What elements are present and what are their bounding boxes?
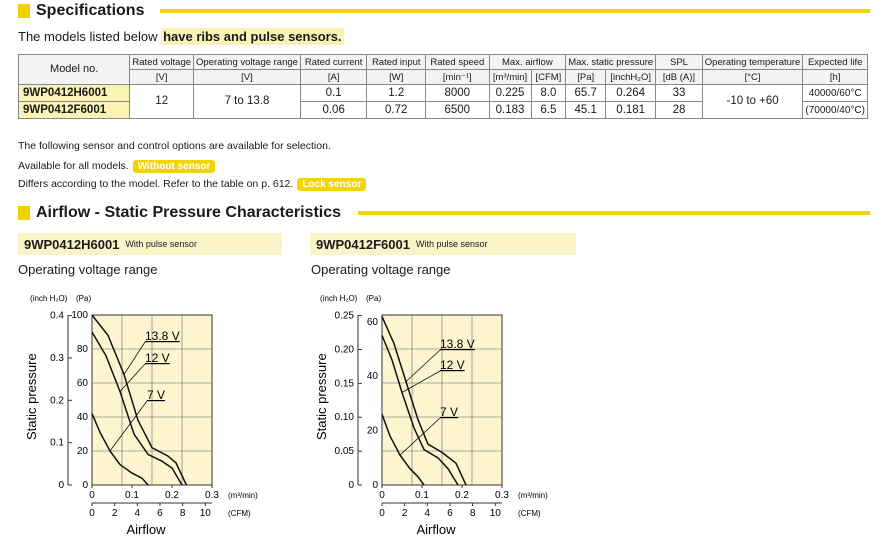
col-spl: SPL [656,55,703,70]
y-tick-inch: 0.3 [50,352,64,364]
y-axis-label: Static pressure [314,353,329,440]
chart-model-name: 9WP0412F6001 [316,236,410,252]
y-tick-inch: 0 [348,480,354,491]
speed-cell: 6500 [426,102,489,119]
x-tick-m3: 0.1 [125,490,139,501]
y-tick-inch: 0.20 [334,344,354,356]
chart-sensor-note: With pulse sensor [415,239,488,249]
note-options: The following sensor and control options are available for selection. [18,140,331,152]
x-tick-cfm: 6 [157,508,163,519]
chart-subtitle: Operating voltage range [311,262,451,277]
x-tick-cfm: 10 [489,508,501,519]
pressure-inch-cell: 0.264 [606,85,656,102]
heading-rule [160,9,870,13]
current-cell: 0.06 [300,102,366,119]
y-unit-inch: (inch H₂O) [30,294,68,303]
y-tick-inch: 0.4 [50,310,64,322]
chart-subtitle: Operating voltage range [18,262,158,277]
model-cell: 9WP0412F6001 [19,102,130,119]
speed-cell: 8000 [426,85,489,102]
x-tick-m3: 0.1 [415,490,429,501]
airflow-chart-h6001 [0,285,300,538]
airflow-m3-cell: 0.183 [489,102,531,119]
series-label: 13.8 V [145,329,180,343]
current-cell: 0.1 [300,85,366,102]
y-tick-inch: 0.25 [334,310,354,322]
y-tick-pa: 0 [82,480,88,491]
chart-model-name: 9WP0412H6001 [24,236,120,252]
unit-cell: [°C] [702,70,803,85]
y-unit-pa: (Pa) [76,294,92,303]
unit-cell: [m³/min] [489,70,531,85]
col-airflow: Max. airflow [489,55,566,70]
unit-cell: [W] [367,70,426,85]
intro-highlight: have ribs and pulse sensors. [163,29,342,44]
x-tick-cfm: 6 [447,508,453,519]
x-tick-cfm: 10 [199,508,211,519]
y-tick-pa: 20 [366,425,378,437]
airflow-m3-cell: 0.225 [489,85,531,102]
temp-cell: -10 to +60 [702,85,803,119]
table-header-row [19,55,868,70]
heading-marker-icon [18,206,30,220]
note-all-models: Available for all models. Without sensor [18,160,215,173]
x-unit-m3: (m³/min) [228,491,258,500]
y-tick-pa: 40 [366,371,378,383]
model-label-box [310,233,576,255]
series-label: 7 V [147,388,166,402]
airflow-cfm-cell: 6.5 [531,102,566,119]
specifications-heading [18,0,144,22]
airflow-title: Airflow - Static Pressure Characteristics [36,204,342,221]
spl-cell: 33 [656,85,703,102]
col-speed: Rated speed [426,55,489,70]
intro-text: The models listed below have ribs and pulse sensors. [18,29,342,44]
unit-cell: [min⁻¹] [426,70,489,85]
x-axis-label: Airflow [416,522,456,537]
col-life: Expected life [803,55,868,70]
unit-cell: [dB (A)] [656,70,703,85]
table-unit-row [19,70,868,85]
x-tick-m3: 0.2 [455,490,469,501]
x-tick-cfm: 4 [134,508,141,519]
unit-cell: [V] [194,70,301,85]
unit-cell: [A] [300,70,366,85]
series-label: 7 V [440,405,459,419]
col-pressure: Max. static pressure [566,55,656,70]
x-axis-label: Airflow [126,522,166,537]
x-unit-m3: (m³/min) [518,491,548,500]
x-tick-m3: 0.3 [495,490,509,501]
x-tick-cfm: 0 [89,508,95,519]
col-rated-voltage: Rated voltage [130,55,194,70]
y-tick-inch: 0.15 [334,378,354,390]
x-tick-cfm: 8 [179,508,186,519]
series-label: 13.8 V [440,337,475,351]
heading-marker-icon [18,4,30,18]
input-cell: 1.2 [367,85,426,102]
y-axis-label: Static pressure [24,353,39,440]
x-unit-cfm: (CFM) [518,509,541,518]
unit-cell: [V] [130,70,194,85]
x-tick-cfm: 2 [111,508,118,519]
spec-table [18,54,868,119]
unit-cell: [h] [803,70,868,85]
y-tick-pa: 0 [372,480,378,491]
badge-without-sensor: Without sensor [133,160,216,173]
x-tick-m3: 0.2 [165,490,179,501]
x-tick-m3: 0 [379,490,385,501]
y-tick-pa: 20 [76,446,88,457]
input-cell: 0.72 [367,102,426,119]
y-unit-pa: (Pa) [366,294,382,303]
op-voltage-cell: 7 to 13.8 [194,85,301,119]
y-tick-inch: 0 [58,480,64,491]
x-tick-cfm: 4 [424,508,431,519]
airflow-cfm-cell: 8.0 [531,85,566,102]
y-tick-pa: 60 [366,316,378,328]
pressure-pa-cell: 65.7 [566,85,606,102]
y-tick-inch: 0.05 [334,446,354,458]
x-tick-cfm: 8 [469,508,476,519]
unit-cell: [CFM] [531,70,566,85]
x-unit-cfm: (CFM) [228,509,251,518]
y-tick-pa: 40 [76,412,88,423]
col-temp: Operating temperature [702,55,803,70]
y-tick-inch: 0.2 [50,395,64,407]
col-input: Rated input [367,55,426,70]
series-label: 12 V [145,351,170,365]
badge-lock-sensor: Lock sensor [297,178,366,191]
y-unit-inch: (inch H₂O) [320,294,358,303]
x-tick-cfm: 2 [401,508,408,519]
x-tick-cfm: 0 [379,508,385,519]
model-cell: 9WP0412H6001 [19,85,130,102]
series-label: 12 V [440,358,465,372]
spl-cell: 28 [656,102,703,119]
chart-sensor-note: With pulse sensor [125,239,197,249]
pressure-pa-cell: 45.1 [566,102,606,119]
y-tick-inch: 0.10 [334,412,354,424]
airflow-chart-f6001 [290,285,590,538]
col-model: Model no. [19,55,130,85]
x-tick-m3: 0.3 [205,490,219,501]
unit-cell: [inchH₂O] [606,70,656,85]
life-cell: (70000/40°C) [803,102,868,119]
model-label-box [18,233,282,255]
unit-cell: [Pa] [566,70,606,85]
pressure-inch-cell: 0.181 [606,102,656,119]
y-tick-pa: 60 [76,378,88,389]
col-current: Rated current [300,55,366,70]
x-tick-m3: 0 [89,490,95,501]
col-op-voltage: Operating voltage range [194,55,301,70]
heading-rule [358,211,870,215]
airflow-heading [18,202,341,224]
y-tick-pa: 80 [76,344,88,355]
rated-voltage-cell: 12 [130,85,194,119]
y-tick-pa: 100 [71,310,88,321]
table-row [19,85,868,102]
note-differs: Differs according to the model. Refer to the table on p. 612. Lock sensor [18,178,366,191]
life-cell: 40000/60°C [803,85,868,102]
y-tick-inch: 0.1 [50,437,64,449]
specifications-title: Specifications [36,2,145,19]
